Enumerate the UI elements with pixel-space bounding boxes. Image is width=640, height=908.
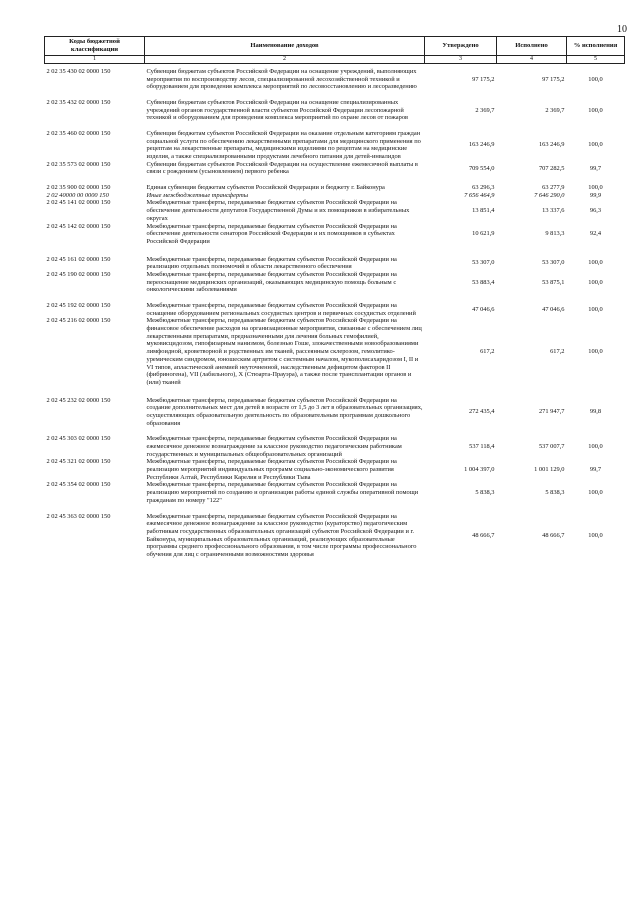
table-row [45,317,625,386]
approved-amount: 709 554,0 [468,164,495,172]
execution-percent: 100,0 [588,75,603,83]
execution-percent: 100,0 [588,259,603,267]
budget-code: 2 02 35 460 02 0000 150 [46,129,111,137]
table-row [45,271,625,294]
executed-amount: 537 007,7 [538,443,565,450]
execution-percent: 99,8 [589,408,602,416]
column-number: 3 [425,55,497,63]
table-row [45,176,625,192]
approved-amount: 2 369,7 [475,106,495,114]
executed-amount: 97 175,2 [542,75,565,83]
table-row [45,199,625,222]
execution-percent: 96,3 [589,207,602,215]
revenue-name: Иные межбюджетные трансферты [146,191,249,199]
header-executed: Исполнено [497,37,567,56]
execution-percent: 99,7 [589,466,602,474]
execution-percent: 100,0 [588,305,603,313]
executed-amount: 53 307,0 [542,259,565,267]
execution-percent: 100,0 [588,278,603,286]
executed-amount: 617,2 [550,348,565,356]
execution-percent: 100,0 [588,531,603,539]
revenue-name: Межбюджетные трансферты, передаваемые бюджетам субъектов Российской Федерации на реализацию мероприятий индивидуальных программ социально-экономического развития Республики Алтай, Республики Карелия и Республики Тыва [146,458,397,481]
revenue-name: Межбюджетные трансферты, передаваемые бюджетам субъектов Российской Федерации на обеспечение деятельности депутатов Государственной Думы и их помощников в избирательных округах [146,199,410,222]
budget-code: 2 02 45 141 02 0000 150 [46,199,111,207]
executed-amount: 2 369,7 [545,106,565,114]
budget-code: 2 02 40000 00 0000 150 [46,191,109,199]
budget-code: 2 02 45 192 02 0000 150 [46,302,111,309]
execution-percent: 92,4 [589,230,602,238]
table-body [45,63,625,558]
approved-amount: 7 656 464,9 [464,191,495,199]
table-row [45,63,625,91]
budget-revenue-table [44,36,625,559]
executed-amount: 163 246,9 [538,141,565,149]
executed-amount: 53 875,1 [542,278,565,286]
table-row [45,161,625,176]
table-row [45,481,625,504]
table-row [45,427,625,458]
approved-amount: 272 435,4 [468,408,495,416]
executed-amount: 47 046,6 [542,305,565,313]
execution-percent: 99,7 [589,164,602,172]
approved-amount: 1 004 397,0 [464,466,495,474]
executed-amount: 63 277,9 [542,184,565,192]
executed-amount: 13 337,6 [542,207,565,215]
revenue-name: Межбюджетные трансферты, передаваемые бюджетам субъектов Российской Федерации на ежемесячное денежное вознаграждение за классное руководство (кураторство) педагогическим работникам государственных образовательных организаций субъектов Российской Федерации и г. Байконура, муниципальных образовательных организаций, реализующих образовательные программы среднего профессионального образования, в том числе программы профессионального обучения для лиц с ограниченными возможностями здоровья [146,512,417,558]
table-header [45,37,625,64]
revenue-name: Межбюджетные трансферты, передаваемые бюджетам субъектов Российской Федерации на финансовое обеспечение расходов на организационные мероприятия, связанные с обеспечением лиц лекарственными препаратами, предназначенными для лечения больных гемофилией, муковисцидозом, гипофизарным нанизмом, болезнью Гоше, злокачественными новообразованиями лимфоидной, кроветворной и родственных им тканей, рассеянным склерозом, гемолитико-уремическим синдромом, юношеским артритом с системным началом, мукополисахаридозом I, II и VI типов, апластической анемией неуточненной, наследственным дефицитом факторов II (фибриногена), VII (лабильного), X (Стюарта-Прауэра), а также после трансплантации органов и (или) тканей [146,317,422,386]
revenue-name: Субвенции бюджетам субъектов Российской Федерации на оснащение учреждений, выполняющих мероприятия по воспроизводству лесов, специализированной лесохозяйственной техникой и оборудованием для проведения комплекса мероприятий по лесовосстановлению и лесоразведению [146,67,417,91]
approved-amount: 53 307,0 [472,259,495,267]
column-number: 1 [45,55,145,63]
column-number: 4 [497,55,567,63]
approved-amount: 10 621,9 [472,230,495,238]
table-row [45,458,625,481]
execution-percent: 100,0 [588,489,603,497]
executed-amount: 7 646 290,0 [534,191,565,199]
budget-code: 2 02 35 430 02 0000 150 [46,67,111,75]
executed-amount: 1 001 129,0 [534,466,565,474]
execution-percent: 100,0 [588,184,603,192]
column-number-row [45,55,625,63]
revenue-name: Межбюджетные трансферты, передаваемые бюджетам субъектов Российской Федерации на создание дополнительных мест для детей в возрасте от 1,5 до 3 лет в образовательных организациях, осуществляющих образовательную деятельность по образовательным программам дошкольного образования [146,396,423,427]
revenue-name: Межбюджетные трансферты, передаваемые бюджетам субъектов Российской Федерации на ежемесячное денежное вознаграждение за классное руководство педагогическим работникам государственных и муниципальных общеобразовательных организаций [146,435,402,458]
executed-amount: 271 947,7 [538,408,565,416]
table-row [45,192,625,200]
approved-amount: 163 246,9 [468,141,495,149]
revenue-name: Межбюджетные трансферты, передаваемые бюджетам субъектов Российской Федерации на оснащение оборудованием региональных сосудистых центров и первичных сосудистых отделений [146,302,416,317]
revenue-name: Межбюджетные трансферты, передаваемые бюджетам субъектов Российской Федерации на переоснащение медицинских организаций, оказывающих медицинскую помощь больным с онкологическими заболеваниями [146,270,397,294]
revenue-name: Субвенция бюджетам субъектов Российской Федерации на оказание отдельным категориям граждан социальной услуги по обеспечению лекарственными препаратами для медицинского применения по рецептам на лекарственные препараты, медицинскими изделиями по рецептам на медицинские изделия, а также специализированными продуктами лечебного питания для детей-инвалидов [146,129,421,160]
table-row [45,387,625,428]
approved-amount: 537 118,4 [469,443,495,450]
approved-amount: 48 666,7 [472,531,495,539]
budget-code: 2 02 35 573 02 0000 150 [46,160,111,168]
budget-code: 2 02 35 900 02 0000 150 [46,184,111,192]
approved-amount: 5 838,3 [475,489,495,497]
approved-amount: 97 175,2 [472,75,495,83]
header-code: Коды бюджетной классификации [45,37,145,56]
column-number: 2 [145,55,425,63]
approved-amount: 47 046,6 [472,305,495,313]
executed-amount: 9 813,3 [545,230,565,238]
execution-percent: 100,0 [588,141,603,149]
budget-code: 2 02 45 354 02 0000 150 [46,481,111,489]
budget-code: 2 02 45 363 02 0000 150 [46,512,111,520]
header-percent: % исполнения [567,37,625,56]
revenue-name: Единая субвенция бюджетам субъектов Российской Федерации и бюджету г. Байконура [146,184,385,192]
table-row [45,223,625,246]
table-row [45,122,625,161]
executed-amount: 48 666,7 [542,531,565,539]
budget-code: 2 02 45 142 02 0000 150 [46,222,111,230]
column-number: 5 [567,55,625,63]
approved-amount: 13 851,4 [472,207,495,215]
budget-code: 2 02 45 321 02 0000 150 [46,458,111,466]
revenue-name: Межбюджетные трансферты, передаваемые бюджетам субъектов Российской Федерации на реализацию отдельных полномочий в области лекарственного обеспечения [146,255,397,271]
execution-percent: 100,0 [588,348,603,356]
approved-amount: 617,2 [480,348,495,356]
revenue-name: Субвенции бюджетам субъектов Российской Федерации на оснащение специализированных учреждений органов государственной власти субъектов Российской Федерации лесопожарной техникой и оборудованием для проведения комплекса мероприятий по охране лесов от пожаров [146,98,409,122]
execution-percent: 100,0 [588,443,603,450]
execution-percent: 99,9 [589,191,602,199]
revenue-name: Межбюджетные трансферты, передаваемые бюджетам субъектов Российской Федерации на реализацию мероприятий по созданию и организации работы единой службы оперативной помощи гражданам по номеру "122" [146,481,419,504]
budget-code: 2 02 45 216 02 0000 150 [46,317,111,325]
revenue-name: Субвенции бюджетам субъектов Российской Федерации на осуществление ежемесячной выплаты в связи с рождением (усыновлением) первого ребенка [146,160,418,176]
budget-code: 2 02 45 161 02 0000 150 [46,255,111,263]
budget-code: 2 02 45 190 02 0000 150 [46,270,111,278]
header-name: Наименование доходов [145,37,425,56]
header-approved: Утверждено [425,37,497,56]
budget-code: 2 02 35 432 02 0000 150 [46,98,111,106]
table-row [45,505,625,559]
executed-amount: 707 282,5 [538,164,565,172]
approved-amount: 53 883,4 [472,278,495,286]
execution-percent: 100,0 [588,106,603,114]
budget-code: 2 02 45 232 02 0000 150 [46,396,111,404]
budget-code: 2 02 45 303 02 0000 150 [46,435,111,443]
table-row [45,246,625,271]
revenue-name: Межбюджетные трансферты, передаваемые бюджетам субъектов Российской Федерации на обеспечение деятельности сенаторов Российской Федерации и их помощников в субъектах Российской Федерации [146,222,397,245]
page-number: 10 [617,24,627,35]
executed-amount: 5 838,3 [545,489,565,497]
table-row [45,91,625,122]
table-row [45,294,625,317]
approved-amount: 63 296,3 [472,184,495,192]
